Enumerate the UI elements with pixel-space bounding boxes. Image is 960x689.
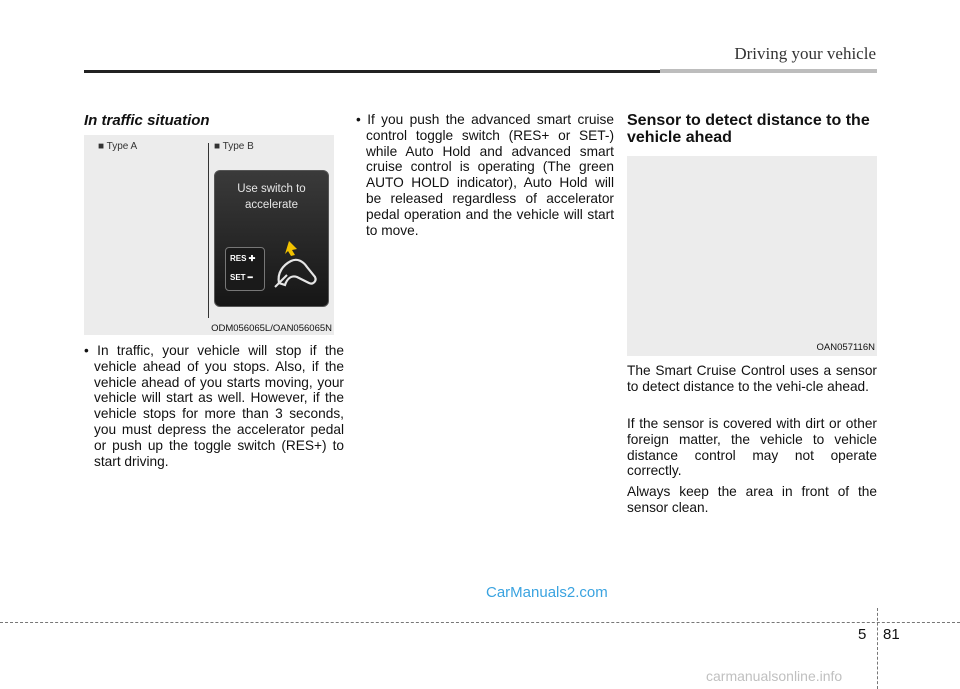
- figure-code: ODM056065L/OAN056065N: [211, 323, 332, 334]
- sensor-paragraph-1: The Smart Cruise Control uses a sensor to detect distance to the vehi-cle ahead.: [627, 363, 877, 394]
- type-a-label: ■ Type A: [98, 141, 138, 152]
- page-number-divider: [877, 608, 878, 689]
- sensor-figure: [627, 156, 877, 356]
- sensor-paragraph-2: If the sensor is covered with dirt or other foreign matter, the vehicle to vehicle distance control may not operate correctly.: [627, 416, 877, 479]
- in-traffic-bullet: • In traffic, your vehicle will stop if the vehicle ahead of you stops. Also, if the vehicle ahead of you starts moving, your vehicle will start as well. However, if the vehicle stops for more than 3 seconds, you must depress the accelerator pedal or push up the toggle switch (RES+) to start driving.: [84, 343, 344, 469]
- set-label: SET ━: [230, 273, 253, 282]
- watermark-link[interactable]: CarManuals2.com: [486, 584, 608, 601]
- cluster-display: [214, 170, 329, 307]
- in-traffic-text: In traffic, your vehicle will stop if the vehicle ahead of you stops. Also, if the vehicle ahead of you starts moving, your vehicle will start as well. However, if the vehicle stops for more than 3 seconds, you must depress the accelerator pedal or push up the toggle switch (RES+) to start driving.: [94, 343, 344, 469]
- sensor-figure-code: OAN057116N: [816, 342, 875, 353]
- display-message-line1: Use switch to: [237, 183, 306, 195]
- type-b-label: ■ Type B: [214, 141, 254, 152]
- display-message: [215, 181, 328, 213]
- in-traffic-heading: In traffic situation: [84, 112, 210, 129]
- figure-divider: [208, 143, 209, 318]
- footer-watermark: carmanualsonline.info: [706, 668, 843, 684]
- toggle-switch-bullet: • If you push the advanced smart cruise control toggle switch (RES+ or SET-) while Auto Hold and advanced smart cruise control is operating (The green AUTO HOLD indicator), Auto Hold will be released regardless of accelerator pedal operation and the vehicle will start to move.: [356, 112, 614, 238]
- section-title: Driving your vehicle: [734, 44, 876, 63]
- sensor-paragraph-3: Always keep the area in front of the sensor clean.: [627, 484, 877, 515]
- chapter-number: 5: [858, 626, 867, 643]
- accelerator-pedal-icon: [267, 239, 323, 295]
- page-number: 81: [883, 626, 900, 643]
- header-rule: [84, 70, 660, 73]
- sensor-heading: Sensor to detect distance to the vehicle ahead: [627, 112, 870, 146]
- display-message-line2: accelerate: [244, 199, 299, 211]
- toggle-switch-figure: [84, 135, 334, 335]
- header-rule-accent: [660, 69, 877, 73]
- toggle-switch-text: If you push the advanced smart cruise control toggle switch (RES+ or SET-) while Auto Hold and advanced smart cruise control is operating (The green AUTO HOLD indicator), Auto Hold will be released regardless of accelerator pedal operation and the vehicle will start to move.: [366, 112, 614, 238]
- res-set-switch: [225, 247, 265, 291]
- footer-rule: [0, 622, 960, 623]
- res-label: RES ✚: [230, 254, 256, 263]
